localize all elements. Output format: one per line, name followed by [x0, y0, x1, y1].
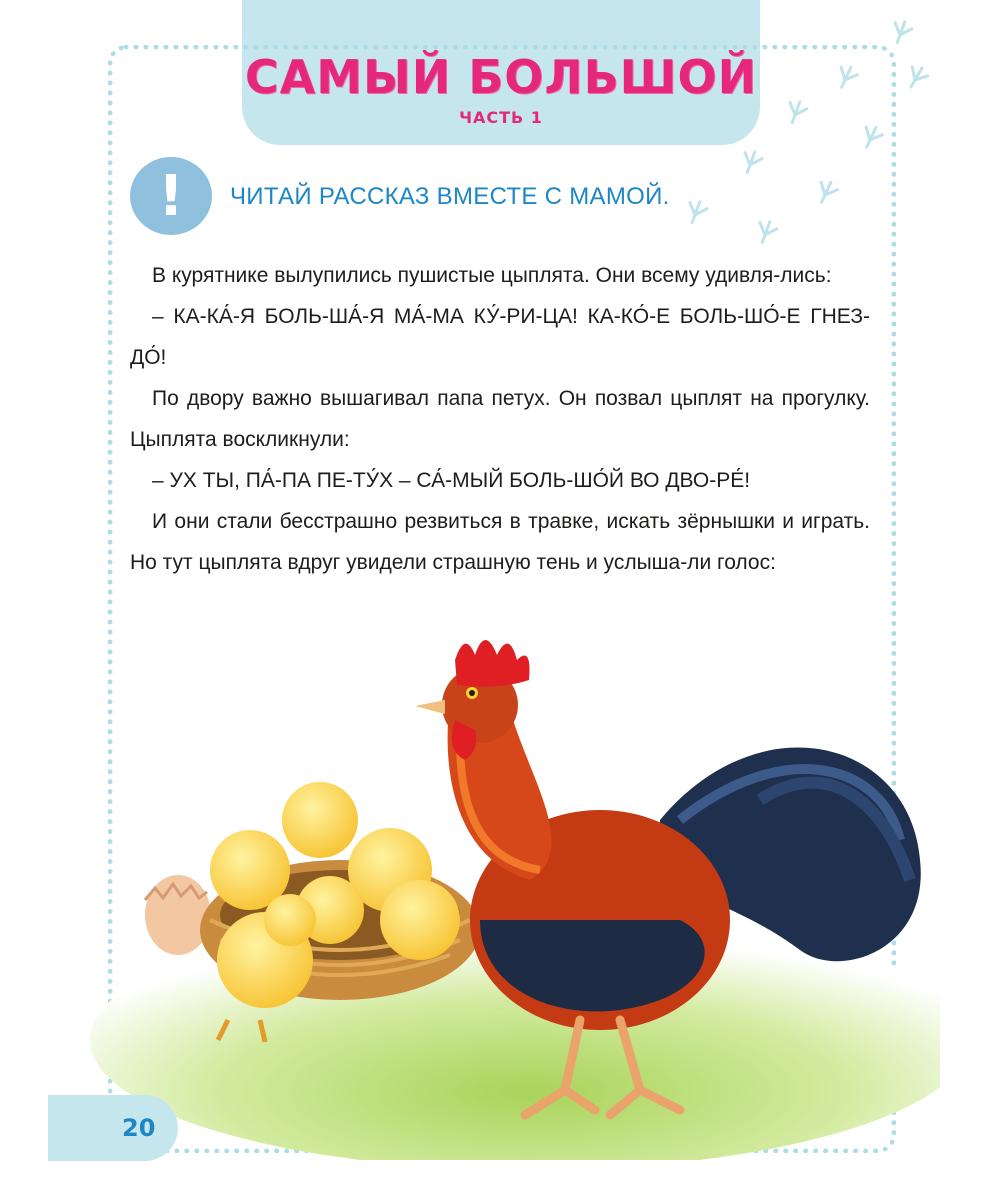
- page-subtitle: ЧАСТЬ 1: [459, 108, 543, 127]
- story-paragraph: – УХ ТЫ, ПА́-ПА ПЕ-ТУ́Х – СА́-МЫЙ БОЛЬ-ШО́Й ВО ДВО-РЕ́!: [152, 469, 751, 492]
- bird-tracks-decoration: [660, 15, 960, 255]
- bird-track-icon: [813, 179, 839, 207]
- bird-track-icon: [903, 63, 930, 91]
- story-paragraph: И они стали бесстрашно резвиться в травке, искать зёрнышки и играть. Но тут цыплята вдруг увидели страшную тень и услыша-ли голос:: [130, 510, 870, 574]
- rooster-chicks-illustration: [60, 620, 940, 1160]
- bird-track-icon: [858, 124, 884, 152]
- instruction-text: ЧИТАЙ РАССКАЗ ВМЕСТЕ С МАМОЙ.: [230, 183, 670, 210]
- bird-track-icon: [833, 64, 859, 92]
- bird-track-icon: [739, 149, 763, 176]
- bird-track-icon: [784, 99, 808, 126]
- story-paragraph: В курятнике вылупились пушистые цыплята. Они всему удивля-лись:: [152, 264, 832, 287]
- bird-track-icon: [754, 219, 778, 246]
- bird-track-icon: [889, 19, 913, 46]
- exclamation-icon: !: [130, 157, 212, 235]
- page-number: 20: [122, 1114, 156, 1142]
- story-text: [130, 255, 870, 583]
- page-number-tab: [48, 1095, 178, 1161]
- page-title: САМЫЙ БОЛЬШОЙ: [244, 50, 758, 104]
- egg-shell: [145, 875, 211, 955]
- story-paragraph: – КА-КА́-Я БОЛЬ-ША́-Я МА́-МА КУ́-РИ-ЦА! КА-КО́-Е БОЛЬ-ШО́-Е ГНЕЗ-ДО́!: [130, 305, 870, 369]
- story-paragraph: По двору важно вышагивал папа петух. Он позвал цыплят на прогулку. Цыплята воскликнули:: [130, 387, 870, 451]
- bird-track-icon: [684, 199, 708, 226]
